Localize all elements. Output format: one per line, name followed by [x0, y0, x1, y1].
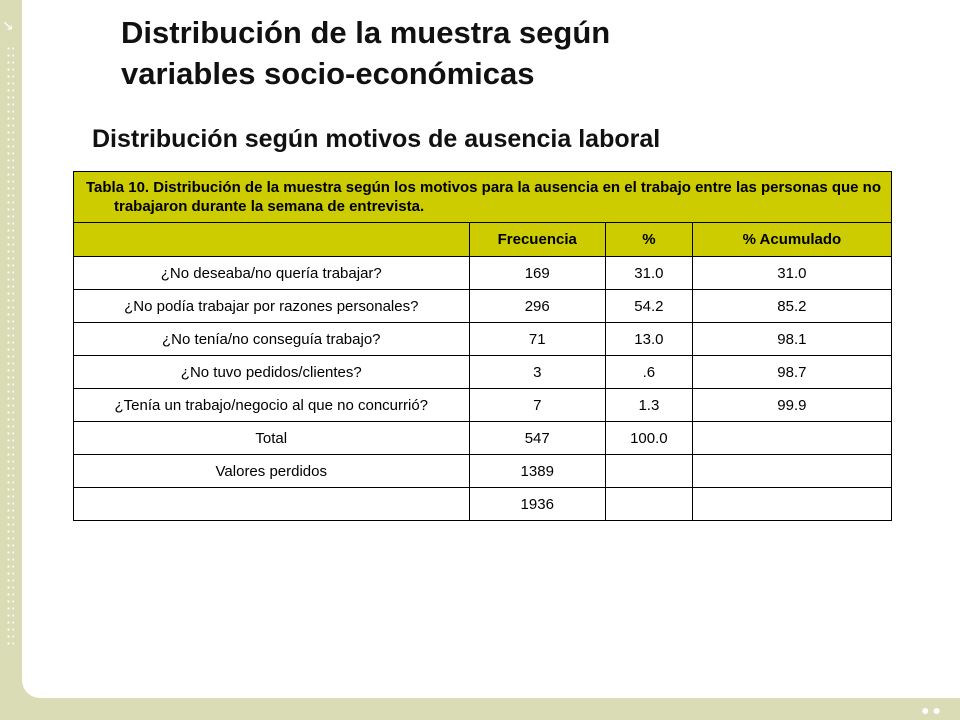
data-table [73, 171, 892, 521]
row-percent [605, 455, 692, 488]
row-frecuencia: 71 [469, 323, 605, 356]
decorative-dot-column [6, 45, 14, 645]
row-label: Valores perdidos [74, 455, 470, 488]
header-cell-percent: % [605, 223, 692, 257]
header-row [74, 223, 892, 257]
row-percent: 1.3 [605, 389, 692, 422]
row-percent: .6 [605, 356, 692, 389]
row-frecuencia: 169 [469, 257, 605, 290]
row-acumulado: 31.0 [692, 257, 891, 290]
row-frecuencia: 296 [469, 290, 605, 323]
caption-row [74, 172, 892, 223]
row-frecuencia: 1389 [469, 455, 605, 488]
header-cell-frecuencia: Frecuencia [469, 223, 605, 257]
row-label [74, 488, 470, 521]
table-row [74, 488, 892, 521]
row-acumulado: 99.9 [692, 389, 891, 422]
row-percent: 13.0 [605, 323, 692, 356]
row-frecuencia: 3 [469, 356, 605, 389]
row-label: Total [74, 422, 470, 455]
table-row [74, 455, 892, 488]
row-acumulado [692, 455, 891, 488]
header-cell-label [74, 223, 470, 257]
row-acumulado [692, 488, 891, 521]
decorative-dots: ●● [921, 702, 944, 718]
title-line-2: variables socio-económicas [121, 56, 535, 91]
table-row [74, 257, 892, 290]
table-row [74, 356, 892, 389]
row-label: ¿No tenía/no conseguía trabajo? [74, 323, 470, 356]
arrow-down-right-icon: ↘ [2, 17, 14, 33]
row-acumulado: 98.7 [692, 356, 891, 389]
row-percent: 100.0 [605, 422, 692, 455]
table-row [74, 323, 892, 356]
page-title [121, 12, 610, 94]
row-label: ¿No tuvo pedidos/clientes? [74, 356, 470, 389]
row-frecuencia: 7 [469, 389, 605, 422]
row-label: ¿No podía trabajar por razones personales? [74, 290, 470, 323]
section-subtitle: Distribución según motivos de ausencia laboral [92, 125, 661, 153]
row-percent: 54.2 [605, 290, 692, 323]
row-acumulado: 85.2 [692, 290, 891, 323]
table-row [74, 290, 892, 323]
row-label: ¿No deseaba/no quería trabajar? [74, 257, 470, 290]
title-line-1: Distribución de la muestra según [121, 15, 611, 50]
row-frecuencia: 1936 [469, 488, 605, 521]
table-row [74, 389, 892, 422]
row-acumulado: 98.1 [692, 323, 891, 356]
table-caption: Tabla 10. Distribución de la muestra según los motivos para la ausencia en el trabajo entre las personas que no trabajaron durante la semana de entrevista. [74, 172, 892, 223]
row-percent [605, 488, 692, 521]
row-label: ¿Tenía un trabajo/negocio al que no concurrió? [74, 389, 470, 422]
row-acumulado [692, 422, 891, 455]
row-percent: 31.0 [605, 257, 692, 290]
header-cell-acumulado: % Acumulado [692, 223, 891, 257]
table-row [74, 422, 892, 455]
row-frecuencia: 547 [469, 422, 605, 455]
